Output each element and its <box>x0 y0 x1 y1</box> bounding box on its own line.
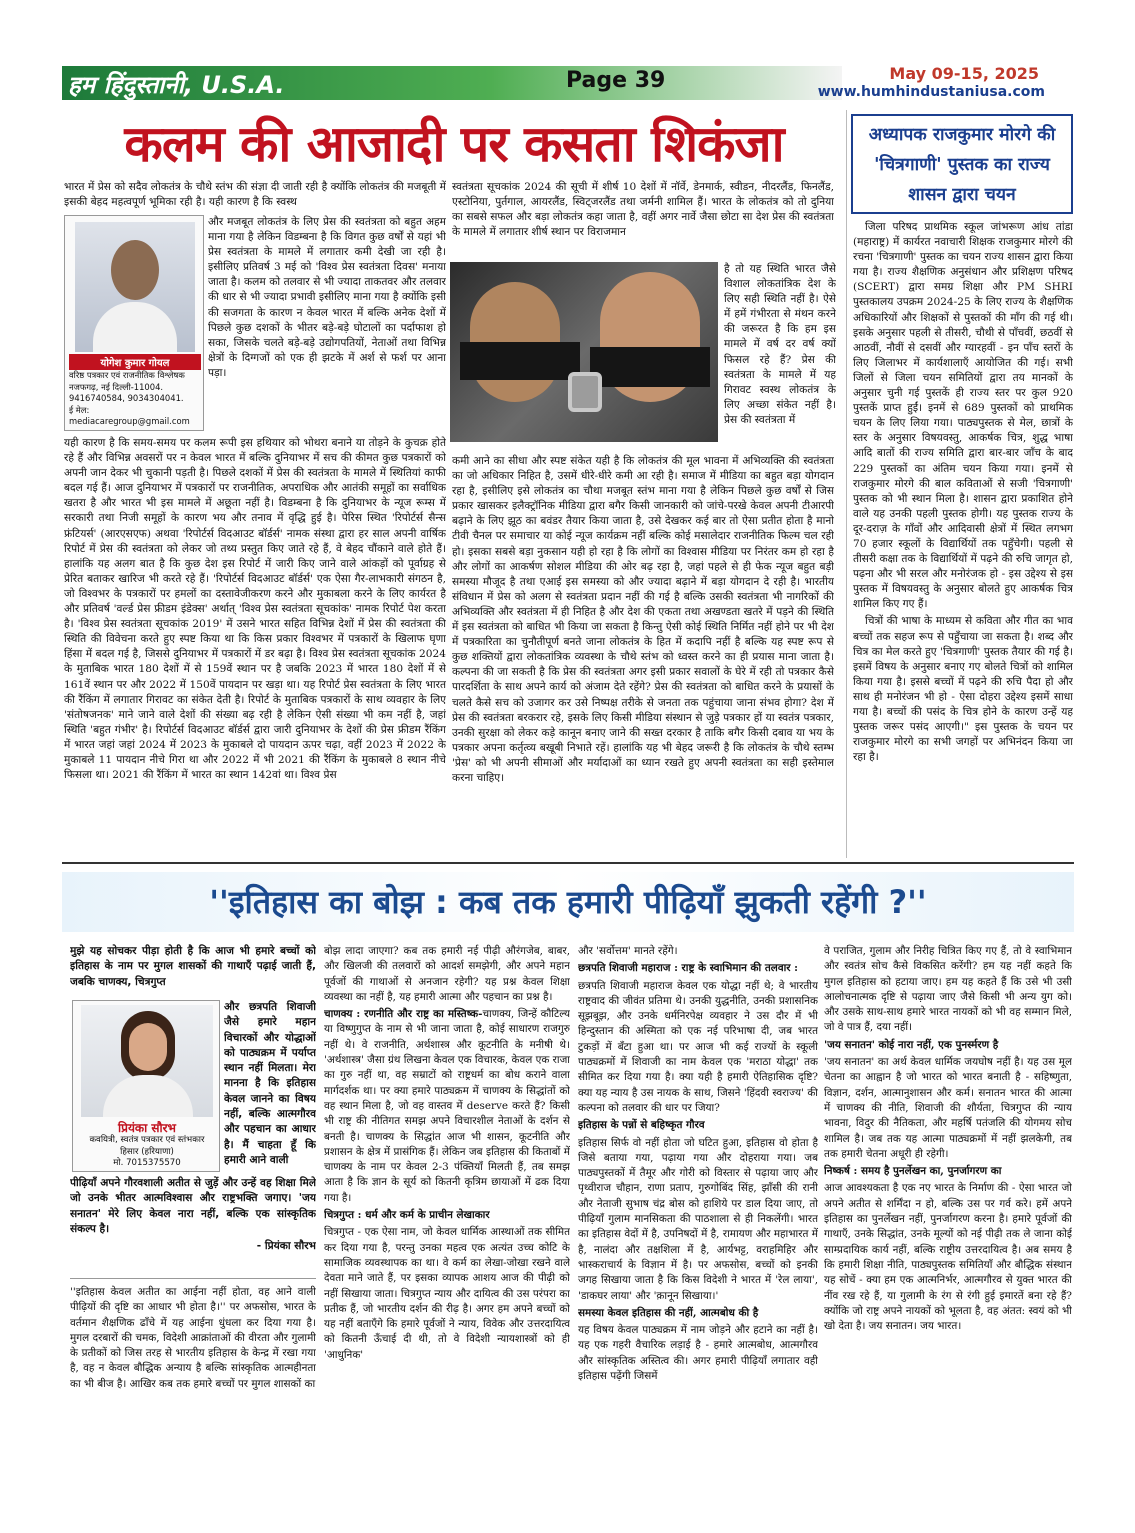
article2-col1-quote: ''इतिहास केवल अतीत का आईना नहीं होता, वह आने वाली पीढ़ियों की दृष्टि का आधार भी होता है।'' पर अफसोस, भारत के वर्तमान शैक्षणिक ढाँचे में यह आईना धुंधला कर दिया गया है। मुगल दरबारों की चमक, विदेशी आक्रांताओं की वीरता और गुलामी के प्रतीकों को जिस तरह से भारतीय इतिहास के केन्द्र में रखा गया है, वह न केवल बौद्धिक अन्याय है बल्कि सांस्कृतिक आत्महीनता का भी बीज है। आखिर कब तक हमारे बच्चों पर मुगल शासकों का <box>70 1278 316 1492</box>
article2-col3: और 'सर्वोत्तम' मानते रहेंगे। छत्रपति शिवाजी महाराज : राष्ट्र के स्वाभिमान की तलवार : छत्रपति शिवाजी महाराज केवल एक योद्धा नहीं थे; वे भारतीय राष्ट्रवाद की जीवंत प्रतिमा थे। उनकी युद्धनीति, उनकी प्रशासनिक सूझबूझ, और उनके धर्मनिरपेक्ष व्यवहार ने उस दौर में भी हिन्दुस्तान की अस्मिता को एक नई परिभाषा दी, जब भारत टुकड़ों में बँटा हुआ था। पर आज भी कई राज्यों के स्कूली पाठ्यक्रमों में शिवाजी का नाम केवल एक 'मराठा योद्धा' तक सीमित कर दिया गया है। क्या यही है हमारी ऐतिहासिक दृष्टि? क्या यह न्याय है उस नायक के साथ, जिसने 'हिंदवी स्वराज्य' की कल्पना को तलवार की धार पर जिया? इतिहास के पन्नों से बहिष्कृत गौरव इतिहास सिर्फ वो नहीं होता जो घटित हुआ, इतिहास वो होता है जिसे बताया गया, पढ़ाया गया और दोहराया गया। जब पाठ्यपुस्तकों में तैमूर और गोरी को विस्तार से पढ़ाया जाए और पृथ्वीराज चौहान, राणा प्रताप, गुरुगोबिंद सिंह, झाँसी की रानी और नेताजी सुभाष चंद्र बोस को हाशिये पर डाल दिया जाए, तो पीढ़ियाँ गुलाम मानसिकता की पाठशाला से ही निकलेंगी। भारत का इतिहास वेदों में है, उपनिषदों में है, रामायण और महाभारत में है, नालंदा और तक्षशिला में है, आर्यभट्ट, वराहमिहिर और भास्कराचार्य के विज्ञान में है। पर अफसोस, बच्चों को इनकी जगह सिखाया जाता है कि किस विदेशी ने भारत में 'रेल लाया', 'डाकघर लाया' और 'क़ानून सिखाया।' समस्या केवल इतिहास की नहीं, आत्मबोध की है यह विषय केवल पाठ्यक्रम में नाम जोड़ने और हटाने का नहीं है। यह एक गहरी वैचारिक लड़ाई है - हमारे आत्मबोध, आत्मगौरव और सांस्कृतिक अस्तित्व की। अगर हमारी पीढ़ियाँ लगातार वही इतिहास पढ़ेंगी जिसमें <box>578 945 818 1383</box>
article1-author-box <box>64 215 204 431</box>
author2-photo <box>81 1005 213 1117</box>
author-name: योगेश कुमार गोयल <box>69 354 201 370</box>
subhead-shivaji: छत्रपति शिवाजी महाराज : राष्ट्र के स्वाभिमान की तलवार : <box>578 962 798 975</box>
author-email[interactable]: ई मेल: mediacaregroup@gmail.com <box>69 404 190 426</box>
article2-intro-bottom: पीढ़ियाँ अपने गौरवशाली अतीत से जुड़ें और उन्हें वह शिक्षा मिले जो उनके भीतर आत्मविश्वास और राष्ट्रभक्ति जगाए। 'जय सनातन' मेरे लिए केवल नारा नहीं, बल्कि एक सांस्कृतिक संकल्प है। - प्रियंका सौरभ <box>70 1176 316 1268</box>
subhead-conclusion: निष्कर्ष : समय है पुनर्लेखन का, पुनर्जागरण का <box>824 1165 1002 1178</box>
article2-author-box <box>72 1000 220 1172</box>
site-url[interactable]: www.humhindustaniusa.com <box>817 84 1045 100</box>
page-number: Page 39 <box>566 68 666 93</box>
article2-intro-wrap: और छत्रपति शिवाजी जैसे हमारे महान विचारकों और योद्धाओं को पाठ्यक्रम में पर्याप्त स्थान नहीं मिलता। मेरा मानना है कि इतिहास केवल जानने का विषय नहीं, बल्कि आत्मगौरव और पहचान का आधार है। मैं चाहता हूँ कि हमारी आने वाली <box>224 1001 316 1166</box>
author2-name: प्रियंका सौरभ <box>118 1121 176 1135</box>
article2-intro-top: मुझे यह सोचकर पीड़ा होती है कि आज भी हमारे बच्चों को इतिहास के नाम पर मुगल शासकों की गाथाएँ पढ़ाई जाती हैं, जबकि चाणक्य, चित्रगुप्त <box>70 945 316 988</box>
issue-date: May 09-15, 2025 <box>889 64 1039 83</box>
subhead-excluded-glory: इतिहास के पन्नों से बहिष्कृत गौरव <box>578 1119 705 1132</box>
brand-name: हम हिंदुस्तानी, U.S.A. <box>68 71 285 99</box>
masthead <box>0 0 1135 110</box>
article1-intro: भारत में प्रेस को सदैव लोकतंत्र के चौथे स्तंभ की संज्ञा दी जाती रही है क्योंकि लोकतंत्र की मजबूती में इसकी बेहद महत्वपूर्ण भूमिका रही है। यही कारण है कि स्वस्थ <box>64 181 446 209</box>
sidebar-text: जिला परिषद प्राथमिक स्कूल जांभरूण आंध तांडा (महाराष्ट्र) में कार्यरत नवाचारी शिक्षक राजकुमार मोरगे की रचना 'चित्रगाणी' पुस्तक का चयन राज्य शासन द्वारा किया गया है। राज्य शैक्षणिक अनुसंधान और प्रशिक्षण परिषद (SCERT) द्वारा समग्र शिक्षा और PM SHRI पुस्तकालय उपक्रम 2024-25 के लिए राज्य के शैक्षणिक अधिकारियों और शिक्षकों से पुस्तकों की माँग की गई थी। इसके अनुसार पहली से तीसरी, चौथी से पाँचवीं, छठवीं से आठवीं, नौवीं से दसवीं और ग्यारहवीं - इन पाँच स्तरों के लिए जिलाभर में कार्यशालाएँ आयोजित की गई। सभी जिलों से जिला चयन समितियों द्वारा तय मानकों के अनुसार चुनी गई पुस्तकें ही राज्य स्तर पर कुल 920 पुस्तकें प्राप्त हुईं। इनमें से 689 पुस्तकों को प्राथमिक चयन के लिए लिया गया। पाठ्यपुस्तक से मेल, छात्रों के स्तर के अनुसार विषयवस्तु, आकर्षक चित्र, शुद्ध भाषा आदि बातों की राज्य समिति द्वारा बार-बार जाँच के बाद 229 पुस्तकों का अंतिम चयन किया गया। इनमें से राजकुमार मोरगे की बाल कविताओं से सजी 'चित्रगाणी' पुस्तक को भी स्थान मिला है। शासन द्वारा प्रकाशित होने वाले यह उनकी पहली पुस्तक होगी। यह पुस्तक राज्य के दूर-दराज़ के गाँवों और आदिवासी क्षेत्रों में स्थित लगभग 70 हजार स्कूलों के विद्यार्थियों तक पहुँचेगी। पहली से तीसरी कक्षा तक के विद्यार्थियों में पढ़ने की रुचि जागृत हो, पढ़ना और भी सरल और मनोरंजक हो - इस उद्देश्य से इस पुस्तक में विषयवस्तु के अनुसार बोलते हुए आकर्षक चित्र शामिल किए गए हैं। चित्रों की भाषा के माध्यम से कविता और गीत का भाव बच्चों तक सहज रूप से पहुँचाया जा सकता है। शब्द और चित्र का मेल करते हुए 'चित्रगाणी' पुस्तक तैयार की गई है। इसमें विषय के अनुसार बनाए गए बोलते चित्रों को शामिल किया गया है। इससे बच्चों में पढ़ने की रुचि पैदा हो और साथ ही मनोरंजन भी हो - ऐसा दोहरा उद्देश्य इसमें साधा गया है। बच्चों की पसंद के चित्र होने के कारण उन्हें यह पुस्तक जरूर पसंद आएगी।" इस पुस्तक के चयन पर राजकुमार मोरगे का सभी जगहों पर अभिनंदन किया जा रहा है। <box>853 221 1073 764</box>
author2-meta: कवयित्री, स्वतंत्र पत्रकार एवं स्तंभकार हिसार (हरियाणा) मो. 7015375570 <box>89 1135 205 1168</box>
sidebar <box>846 110 1074 858</box>
subhead-jai-sanatan: 'जय सनातन' कोई नारा नहीं, एक पुनर्स्मरण है <box>824 1038 999 1051</box>
subhead-chitragupta: चित्रगुप्त : धर्म और कर्म के प्राचीन लेखाकार <box>324 1209 490 1222</box>
press-freedom-photo <box>450 262 718 442</box>
sidebar-headline: अध्यापक राजकुमार मोरगे की 'चित्रगाणी' पुस्तक का राज्य शासन द्वारा चयन <box>851 114 1073 214</box>
article1-col2-body: कमी आने का सीधा और स्पष्ट संकेत यही है कि लोकतंत्र की मूल भावना में अभिव्यक्ति की स्वतंत्रता का जो अधिकार निहित है, उसमें धीरे-धीरे कमी आ रही है। समाज में मीडिया का बहुत बड़ा योगदान रहा है, इसीलिए इसे लोकतंत्र का चौथा मजबूत स्तंभ माना गया है लेकिन पिछले कुछ वर्षों से जिस प्रकार खासकर इलैक्ट्रॉनिक मीडिया द्वारा बगैर किसी जानकारी को जांचे-परखे केवल अपनी टीआरपी बढ़ाने के लिए झूठ का बवंडर तैयार किया जाता है, उसे देखकर कई बार तो ऐसा प्रतीत होता है मानो टीवी चैनल पर समाचार या कोई न्यूज कार्यक्रम नहीं बल्कि कोई मसालेदार राजनीतिक फिल्म चल रही हो। इसका सबसे बड़ा नुकसान यही हो रहा है कि लोगों का विश्वास मीडिया पर निरंतर कम हो रहा है और लोगों का आकर्षण सोशल मीडिया की ओर बढ़ रहा है, जहां पहले से ही फेक न्यूज बहुत बड़ी समस्या मौजूद है तथा एआई इस समस्या को और ज्यादा बढ़ाने में बड़ा योगदान दे रही है। भारतीय संविधान में प्रेस को अलग से स्वतंत्रता प्रदान नहीं की गई है बल्कि उसकी स्वतंत्रता भी नागरिकों की अभिव्यक्ति और स्वतंत्रता में ही निहित है और देश की एकता तथा अखण्डता खतरे में पड़ने की स्थिति में इस स्वतंत्रता को बाधित भी किया जा सकता है किन्तु ऐसी कोई स्थिति निर्मित नहीं होने पर भी देश में पत्रकारिता का चुनौतीपूर्ण बनते जाना लोकतंत्र के हित में कदापि नहीं है बल्कि यह स्पष्ट रूप से कुछ शक्तियों द्वारा लोकतांत्रिक व्यवस्था के चौथे स्तंभ को ध्वस्त करने का ही प्रयास माना जाता है। कल्पना की जा सकती है कि प्रेस की स्वतंत्रता अगर इसी प्रकार सवालों के घेरे में रही तो पत्रकार कैसे पारदर्शिता के साथ अपने कार्य को अंजाम देते रहेंगे? प्रेस की स्वतंत्रता को बाधित करने के प्रयासों के चलते कैसे सच को उजागर कर उसे निष्पक्ष तरीके से जनता तक पहुंचाया जाना संभव होगा? देश में प्रेस की स्वतंत्रता बरकरार रहे, इसके लिए किसी मीडिया संस्थान से जुड़े पत्रकार हों या स्वतंत्र पत्रकार, उनकी सुरक्षा को लेकर कड़े कानून बनाए जाने की सख्त दरकार है ताकि बगैर किसी दबाव या भय के पत्रकार अपना कर्तृत्व्य बखूबी निभाते रहें। हालांकि यह भी बेहद जरूरी है कि लोकतंत्र के चौथे स्तम्भ 'प्रेस' को भी अपनी सीमाओं और मर्यादाओं का ध्यान रखते हुए अपनी स्वतंत्रता का सही इस्तेमाल करना चाहिए। <box>452 455 834 784</box>
author-photo <box>75 222 195 352</box>
subhead-self-awareness: समस्या केवल इतिहास की नहीं, आत्मबोध की है <box>578 1306 759 1319</box>
subhead-chanakya: चाणक्य : रणनीति और राष्ट्र का मस्तिष्क- <box>324 1008 483 1021</box>
article1-col2-right: है तो यह स्थिति भारत जैसे विशाल लोकतांत्रिक देश के लिए सही स्थिति नहीं है। ऐसे में हमें गंभीरता से मंथन करने की जरूरत है कि हम इस मामले में वर्ष दर वर्ष क्यों फिसल रहे हैं? प्रेस की स्वतंत्रता के मामले में यह गिरावट स्वस्थ लोकतंत्र के लिए अच्छा संकेत नहीं है। प्रेस की स्वतंत्रता में <box>724 263 836 426</box>
article1-headline: कलम की आजादी पर कसता शिकंजा <box>124 115 784 173</box>
article2-signature: - प्रियंका सौरभ <box>256 1240 316 1253</box>
article2-col2: बोझ लादा जाएगा? कब तक हमारी नई पीढ़ी औरंगजेब, बाबर, और खिलजी की तलवारों को आदर्श समझेगी, और अपने महान पूर्वजों की गाथाओं से अनजान रहेगी? यह प्रश्न केवल शिक्षा व्यवस्था का नहीं है, यह हमारी आत्मा और पहचान का प्रश्न है। चाणक्य : रणनीति और राष्ट्र का मस्तिष्क-चाणक्य, जिन्हें कौटिल्य या विष्णुगुप्त के नाम से भी जाना जाता है, कोई साधारण राजगुरु नहीं थे। वे राजनीति, अर्थशास्त्र और कूटनीति के मनीषी थे। 'अर्थशास्त्र' जैसा ग्रंथ लिखना केवल एक विचारक, केवल एक राजा का गुरु नहीं था, वह सम्राटों को राष्ट्रधर्म का बोध कराने वाला मार्गदर्शक था। पर क्या हमारे पाठ्यक्रम में चाणक्य के सिद्धांतों को वह स्थान मिला है, जो वह वास्तव में deserve करते हैं? किसी भी राष्ट्र की नीतिगत समझ अपने विचारशील नेताओं के दर्शन से बनती है। चाणक्य के सिद्धांत आज भी शासन, कूटनीति और प्रशासन के क्षेत्र में प्रासंगिक हैं। लेकिन जब इतिहास की किताबों में चाणक्य के नाम पर केवल 2-3 पंक्तियाँ मिलती हैं, तब समझ आता है कि ज्ञान के सूर्य को कितनी कृत्रिम छायाओं में ढक दिया गया है। चित्रगुप्त : धर्म और कर्म के प्राचीन लेखाकार चित्रगुप्त - एक ऐसा नाम, जो केवल धार्मिक आस्थाओं तक सीमित कर दिया गया है, परन्तु उनका महत्व एक अत्यंत उच्च कोटि के सामाजिक व्यवस्थापक का था। वे कर्म का लेखा-जोखा रखने वाले देवता माने जाते हैं, पर इसका व्यापक आशय आज की पीढ़ी को नहीं सिखाया जाता। चित्रगुप्त न्याय और दायित्व की उस परंपरा का प्रतीक हैं, जो भारतीय दर्शन की रीढ़ है। अगर हम अपने बच्चों को यह नहीं बताएँगे कि हमारे पूर्वजों ने न्याय, विवेक और उत्तरदायित्व को कितनी ऊँचाई दी थी, तो वे विदेशी न्यायशास्त्रों को ही 'आधुनिक' <box>324 945 570 1361</box>
article1-col2-top: स्वतंत्रता सूचकांक 2024 की सूची में शीर्ष 10 देशों में नॉर्वे, डेनमार्क, स्वीडन, नीदरलैंड, फिनलैंड, एस्टोनिया, पुर्तगाल, आयरलैंड, स्विट्जरलैंड तथा जर्मनी शामिल हैं। भारत के लोकतंत्र को तो दुनिया का सबसे सफल और बड़ा लोकतंत्र कहा जाता है, वहीं अगर नार्वे जैसा छोटा सा देश प्रेस की स्वतंत्रता के मामले में लगातार शीर्ष स्थान पर विराजमान <box>452 181 834 239</box>
article2-headline: ''इतिहास का बोझ : कब तक हमारी पीढ़ियाँ झुकती रहेंगी ?'' <box>62 872 1074 932</box>
section-divider <box>62 862 1074 864</box>
article2-col4: वे पराजित, गुलाम और निरीह चित्रित किए गए हैं, तो वे स्वाभिमान और स्वतंत्र सोच कैसे विकसित करेंगी? हम यह नहीं कहते कि मुगल इतिहास को हटाया जाए। हम यह कहते हैं कि उसे भी उसी आलोचनात्मक दृष्टि से पढ़ाया जाए जैसे किसी भी अन्य युग को। और उसके साथ-साथ हमारे भारत नायकों को भी वह सम्मान मिले, जो वे पात्र हैं, दया नहीं। 'जय सनातन' कोई नारा नहीं, एक पुनर्स्मरण है 'जय सनातन' का अर्थ केवल धार्मिक जयघोष नहीं है। यह उस मूल चेतना का आह्वान है जो भारत को भारत बनाती है - सहिष्णुता, विज्ञान, दर्शन, आत्मानुशासन और कर्म। सनातन भारत की आत्मा में चाणक्य की नीति, शिवाजी की शौर्यता, चित्रगुप्त की न्याय भावना, विदुर की नैतिकता, और महर्षि पतंजलि की योगमय सोच शामिल है। जब तक यह आत्मा पाठ्यक्रमों में नहीं झलकेगी, तब तक हमारी चेतना अधूरी ही रहेगी। निष्कर्ष : समय है पुनर्लेखन का, पुनर्जागरण का आज आवश्यकता है एक नए भारत के निर्माण की - ऐसा भारत जो अपने अतीत से शर्मिंदा न हो, बल्कि उस पर गर्व करे। हमें अपने इतिहास का पुनर्लेखन नहीं, पुनर्जागरण करना है। हमारे पूर्वजों की गाथाएँ, उनके सिद्धांत, उनके मूल्यों को नई पीढ़ी तक ले जाना कोई साम्प्रदायिक कार्य नहीं, बल्कि राष्ट्रीय उत्तरदायित्व है। अब समय है कि हमारी शिक्षा नीति, पाठ्यपुस्तक समितियाँ और बौद्धिक संस्थान यह सोचें - क्या हम एक आत्मनिर्भर, आत्मगौरव से युक्त भारत की नींव रख रहे हैं, या गुलामी के रंग से रंगी हुई इमारतें बना रहे हैं? क्योंकि जो राष्ट्र अपने नायकों को भूलता है, वह अंतत: स्वयं को भी खो देता है। जय सनातन। जय भारत। <box>824 945 1072 1333</box>
author-meta: वरिष्ठ पत्रकार एवं राजनीतिक विश्लेषक नजफगढ़, नई दिल्ली-11004. 9416740584, 9034304041. ई मेल: mediacaregroup@gmail.com <box>69 370 201 428</box>
article1-col1-body: यही कारण है कि समय-समय पर कलम रूपी इस हथियार को भोथरा बनाने या तोड़ने के कुचक्र होते रहे हैं और विभिन्न अवसरों पर न केवल भारत में बल्कि दुनियाभर में सच की कीमत कुछ पत्रकारों को अपनी जान देकर भी चुकानी पड़ती है। पिछले दशकों में प्रेस की स्वतंत्रता के मामले में स्थितियां काफी बदल गई हैं। आज दुनियाभर में पत्रकारों पर राजनीतिक, अपराधिक और आतंकी समूहों का सर्वाधिक खतरा है और भारत भी इस मामले में अछूता नहीं है। विडम्बना है कि दुनियाभर के न्यूज रूम्स में सरकारी तथा निजी समूहों के कारण भय और तनाव में वृद्धि हुई है। पेरिस स्थित 'रिपोर्टर्स सैन्स फ्रंटियर्स' (आरएसएफ) अथवा 'रिपोर्टर्स विदआउट बॉर्डर्स' नामक संस्था द्वारा हर साल अपनी वार्षिक रिपोर्ट में प्रेस की स्वतंत्रता को लेकर जो तथ्य प्रस्तुत किए जाते रहे हैं, वे बेहद चौंकाने वाले होते हैं। हालांकि यह अलग बात है कि कुछ देश इस रिपोर्ट में जारी किए जाने वाले आंकड़ों को पूर्वाग्रह से प्रेरित बताकर खारिज भी करते रहे हैं। 'रिपोर्टर्स विदआउट बॉर्डर्स' एक ऐसा गैर-लाभकारी संगठन है, जो विश्वभर के पत्रकारों पर हमलों का दस्तावेजीकरण करने और मुकाबला करने के लिए कार्यरत है और प्रतिवर्ष 'वर्ल्ड प्रेस फ्रीडम इंडेक्स' अर्थात् 'विश्व प्रेस स्वतंत्रता सूचकांक' नामक रिपोर्ट पेश करता है। 'विश्व प्रेस स्वतंत्रता सूचकांक 2019' में उसने भारत सहित विभिन्न देशों में प्रेस की स्वतंत्रता की स्थिति की विवेचना करते हुए स्पष्ट किया था कि किस प्रकार विश्वभर में पत्रकारों के खिलाफ घृणा हिंसा में बदल गई है, जिससे दुनियाभर में पत्रकारों में डर बढ़ा है। विश्व प्रेस स्वतंत्रता सूचकांक 2024 के मुताबिक भारत 180 देशों में से 159वें स्थान पर है जबकि 2023 में भारत 180 देशों में से 161वें स्थान पर और 2022 में 150वें पायदान पर खड़ा था। यह रिपोर्ट प्रेस स्वतंत्रता के लिए भारत की रैंकिंग में लगातार गिरावट का संकेत देती है। रिपोर्ट के मुताबिक पत्रकारों के साथ व्यवहार के लिए 'संतोषजनक' माने जाने वाले देशों की संख्या बढ़ रही है लेकिन ऐसी संख्या भी कम नहीं है, जहां स्थिति 'बहुत गंभीर' है। रिपोर्टर्स विदआउट बॉर्डर्स द्वारा जारी दुनियाभर के देशों की प्रेस फ्रीडम रैंकिंग में भारत जहां जहां 2024 में 2023 के मुकाबले दो पायदान ऊपर चढ़ा, वहीं 2023 में 2022 के मुकाबले 11 पायदान नीचे गिरा था और 2022 में भी 2021 की रैंकिंग के मुकाबले 8 स्थान नीचे फिसला था। 2021 की रैंकिंग में भारत का स्थान 142वां था। विश्व प्रेस <box>64 437 446 782</box>
article1-col1-wrap: और मजबूत लोकतंत्र के लिए प्रेस की स्वतंत्रता को बहुत अहम माना गया है लेकिन विडम्बना है कि विगत कुछ वर्षों से यहां भी प्रेस स्वतंत्रता के मामले में लगातार कमी देखी जा रही है। इसीलिए प्रतिवर्ष 3 मई को 'विश्व प्रेस स्वतंत्रता दिवस' मनाया जाता है। कलम को तलवार से भी ज्यादा ताकतवर और तलवार की धार से भी ज्यादा प्रभावी इसीलिए माना गया है क्योंकि इसी की सजगता के कारण न केवल भारत में बल्कि अनेक देशों में पिछले कुछ दशकों के भीतर बड़े-बड़े घोटालों का पर्दाफाश हो सका, जिसके चलते बड़े-बड़े उद्योगपतियों, नेताओं तथा विभिन्न क्षेत्रों के दिग्गजों को एक ही झटके में अर्श से फर्श पर आना पड़ा। <box>208 216 446 379</box>
